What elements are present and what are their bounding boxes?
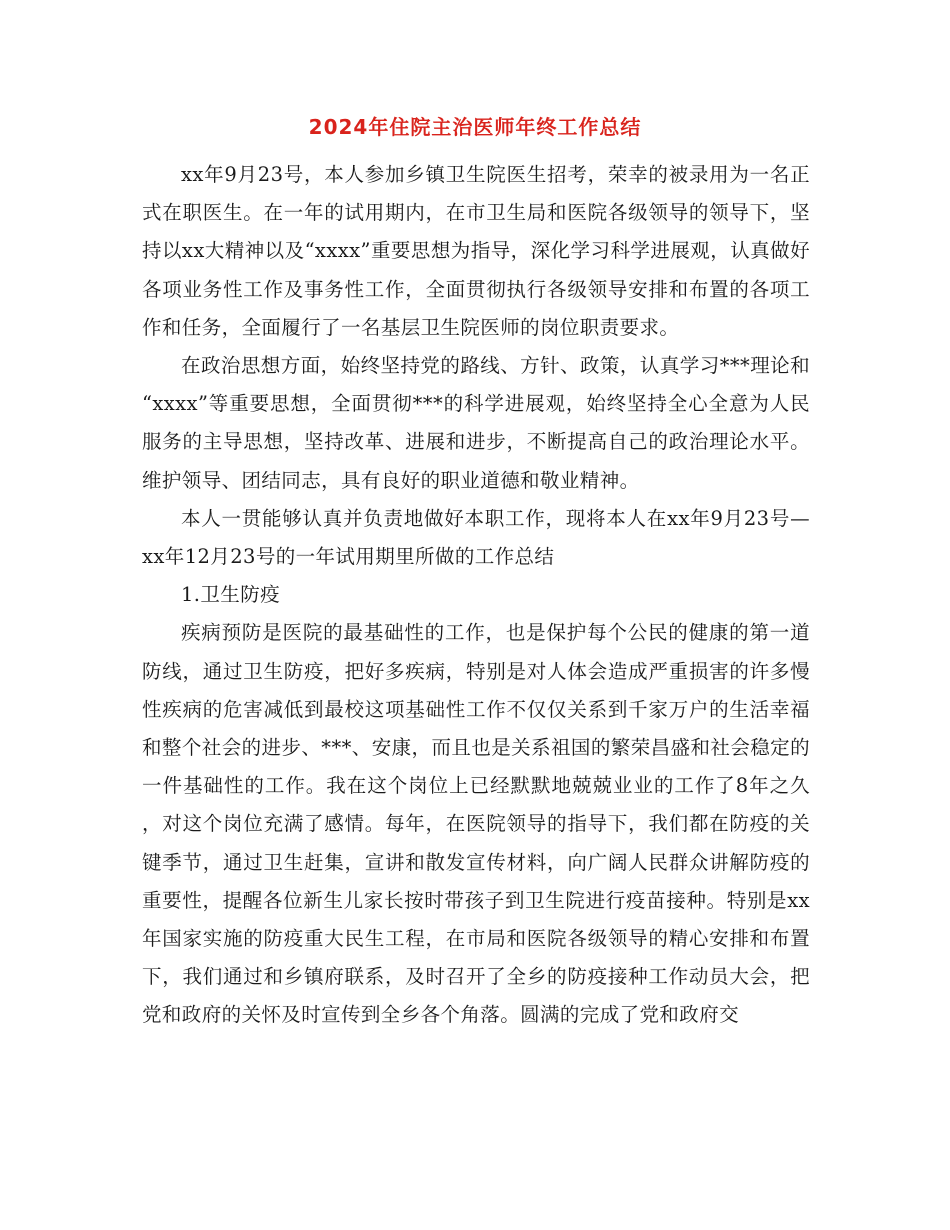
paragraph-intro: xx年9月23号，本人参加乡镇卫生院医生招考，荣幸的被录用为一名正式在职医生。在一年的试用期内，在市卫生局和医院各级领导的领导下，坚持以xx大精神以及“xxxx”重要思想为指导，深化学习科学进展观，认真做好各项业务性工作及事务性工作，全面贯彻执行各级领导安排和布置的各项工作和任务，全面履行了一名基层卫生院医师的岗位职责要求。 — [142, 163, 810, 339]
document-title: 2024年住院主治医师年终工作总结 — [308, 115, 642, 139]
section-heading-epidemic-prevention: 1.卫生防疫 — [181, 583, 281, 607]
document-body — [142, 156, 810, 1035]
paragraph-epidemic-prevention: 疾病预防是医院的最基础性的工作，也是保护每个公民的健康的第一道防线，通过卫生防疫，把好多疾病，特别是对人体会造成严重损害的许多慢性疾病的危害减低到最校这项基础性工作不仅仅关系到千家万户的生活幸福和整个社会的进步、***、安康，而且也是关系祖国的繁荣昌盛和社会稳定的一件基础性的工作。我在这个岗位上已经默默地兢兢业业的工作了8年之久，对这个岗位充满了感情。每年，在医院领导的指导下，我们都在防疫的关键季节，通过卫生赶集，宣讲和散发宣传材料，向广阔人民群众讲解防疫的重要性，提醒各位新生儿家长按时带孩子到卫生院进行疫苗接种。特别是xx年国家实施的防疫重大民生工程，在市局和医院各级领导的精心安排和布置下，我们通过和乡镇府联系，及时召开了全乡的防疫接种工作动员大会，把党和政府的关怀及时宣传到全乡各个角落。圆满的完成了党和政府交 — [142, 621, 810, 1027]
paragraph-political: 在政治思想方面，始终坚持党的路线、方针、政策，认真学习***理论和“xxxx”等重要思想，全面贯彻***的科学进展观，始终坚持全心全意为人民服务的主导思想，坚持改革、进展和进步，不断提高自己的政治理论水平。维护领导、团结同志，具有良好的职业道德和敬业精神。 — [142, 354, 810, 492]
paragraph-summary-intro: 本人一贯能够认真并负责地做好本职工作，现将本人在xx年9月23号—xx年12月23号的一年试用期里所做的工作总结 — [142, 506, 810, 569]
